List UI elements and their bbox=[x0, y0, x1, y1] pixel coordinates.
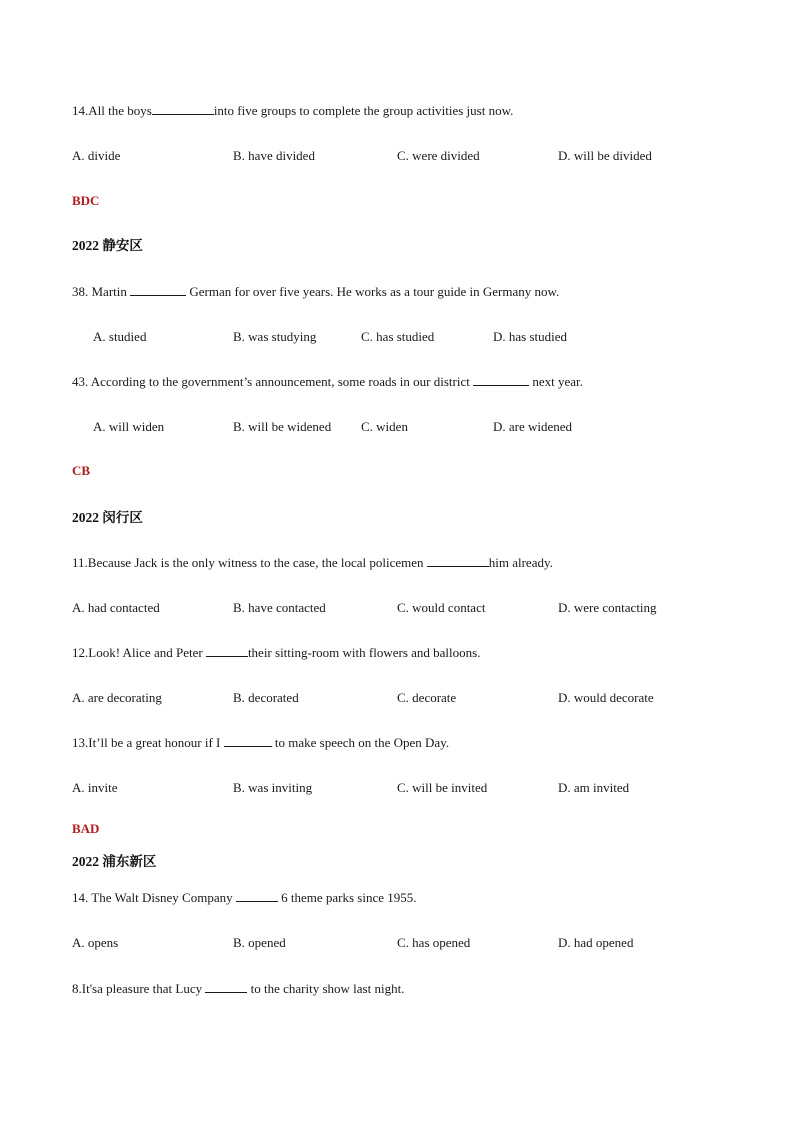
answer-key: BAD bbox=[72, 821, 100, 836]
option-d: D. am invited bbox=[558, 780, 630, 795]
answer-blank bbox=[152, 103, 214, 115]
question-text: their sitting-room with flowers and balloons. bbox=[247, 645, 481, 660]
option-a: A. studied bbox=[93, 329, 147, 344]
option-d: D. are widened bbox=[493, 419, 573, 434]
question-text: German for over five years. He works as a tour guide in Germany now. bbox=[189, 284, 560, 299]
options-row bbox=[0, 419, 794, 435]
options-row bbox=[0, 148, 794, 164]
option-d: D. were contacting bbox=[558, 600, 657, 615]
section-heading: 2022 浦东新区 bbox=[72, 854, 157, 869]
option-a: A. had contacted bbox=[72, 600, 160, 615]
answer-blank bbox=[427, 555, 489, 567]
option-a: A. invite bbox=[72, 780, 118, 795]
option-a: A. will widen bbox=[93, 419, 165, 434]
answer-blank bbox=[236, 890, 278, 902]
question-text: 14. The Walt Disney Company bbox=[72, 890, 233, 905]
options-row bbox=[0, 329, 794, 345]
question-text: 43. According to the government’s announcement, some roads in our district bbox=[72, 374, 470, 389]
option-a: A. divide bbox=[72, 148, 121, 163]
option-c: C. has opened bbox=[397, 935, 471, 950]
option-c: C. has studied bbox=[361, 329, 435, 344]
option-b: B. will be widened bbox=[233, 419, 332, 434]
option-a: A. opens bbox=[72, 935, 119, 950]
option-d: D. has studied bbox=[493, 329, 568, 344]
answer-key: CB bbox=[72, 463, 91, 478]
section-heading: 2022 闵行区 bbox=[72, 510, 143, 525]
option-a: A. are decorating bbox=[72, 690, 162, 705]
question-11 bbox=[72, 555, 553, 571]
question-text: to the charity show last night. bbox=[250, 981, 405, 996]
option-b: B. was inviting bbox=[233, 780, 313, 795]
option-c: C. decorate bbox=[397, 690, 457, 705]
option-c: C. widen bbox=[361, 419, 408, 434]
question-text: him already. bbox=[488, 555, 553, 570]
question-text: to make speech on the Open Day. bbox=[274, 735, 450, 750]
question-38 bbox=[72, 284, 559, 300]
question-8 bbox=[72, 981, 404, 997]
option-b: B. opened bbox=[233, 935, 286, 950]
option-b: B. was studying bbox=[233, 329, 317, 344]
question-13 bbox=[72, 735, 449, 751]
option-c: C. will be invited bbox=[397, 780, 488, 795]
section-heading: 2022 静安区 bbox=[72, 238, 143, 253]
question-text: 11.Because Jack is the only witness to the case, the local policemen bbox=[72, 555, 424, 570]
question-text: into five groups to complete the group activities just now. bbox=[213, 103, 514, 118]
answer-blank bbox=[130, 284, 186, 296]
answer-blank bbox=[224, 735, 272, 747]
options-row bbox=[0, 600, 794, 616]
option-d: D. had opened bbox=[558, 935, 634, 950]
question-text: 6 theme parks since 1955. bbox=[281, 890, 417, 905]
question-14b bbox=[72, 890, 417, 906]
answer-blank bbox=[205, 981, 247, 993]
question-text: 38. Martin bbox=[72, 284, 127, 299]
question-text: 12.Look! Alice and Peter bbox=[72, 645, 203, 660]
question-text: 8.It'sa pleasure that Lucy bbox=[72, 981, 203, 996]
option-b: B. have contacted bbox=[233, 600, 326, 615]
answer-blank bbox=[473, 374, 529, 386]
question-text: next year. bbox=[532, 374, 583, 389]
question-14 bbox=[72, 103, 513, 119]
option-d: D. would decorate bbox=[558, 690, 654, 705]
question-43 bbox=[72, 374, 583, 390]
question-text: 13.It’ll be a great honour if I bbox=[72, 735, 221, 750]
options-row bbox=[0, 935, 794, 951]
options-row bbox=[0, 690, 794, 706]
option-b: B. have divided bbox=[233, 148, 315, 163]
option-c: C. would contact bbox=[397, 600, 486, 615]
question-text: 14.All the boys bbox=[72, 103, 152, 118]
options-row bbox=[0, 780, 794, 796]
answer-key: BDC bbox=[72, 193, 100, 208]
option-c: C. were divided bbox=[397, 148, 480, 163]
option-d: D. will be divided bbox=[558, 148, 652, 163]
option-b: B. decorated bbox=[233, 690, 299, 705]
answer-blank bbox=[206, 645, 248, 657]
question-12 bbox=[72, 645, 480, 661]
